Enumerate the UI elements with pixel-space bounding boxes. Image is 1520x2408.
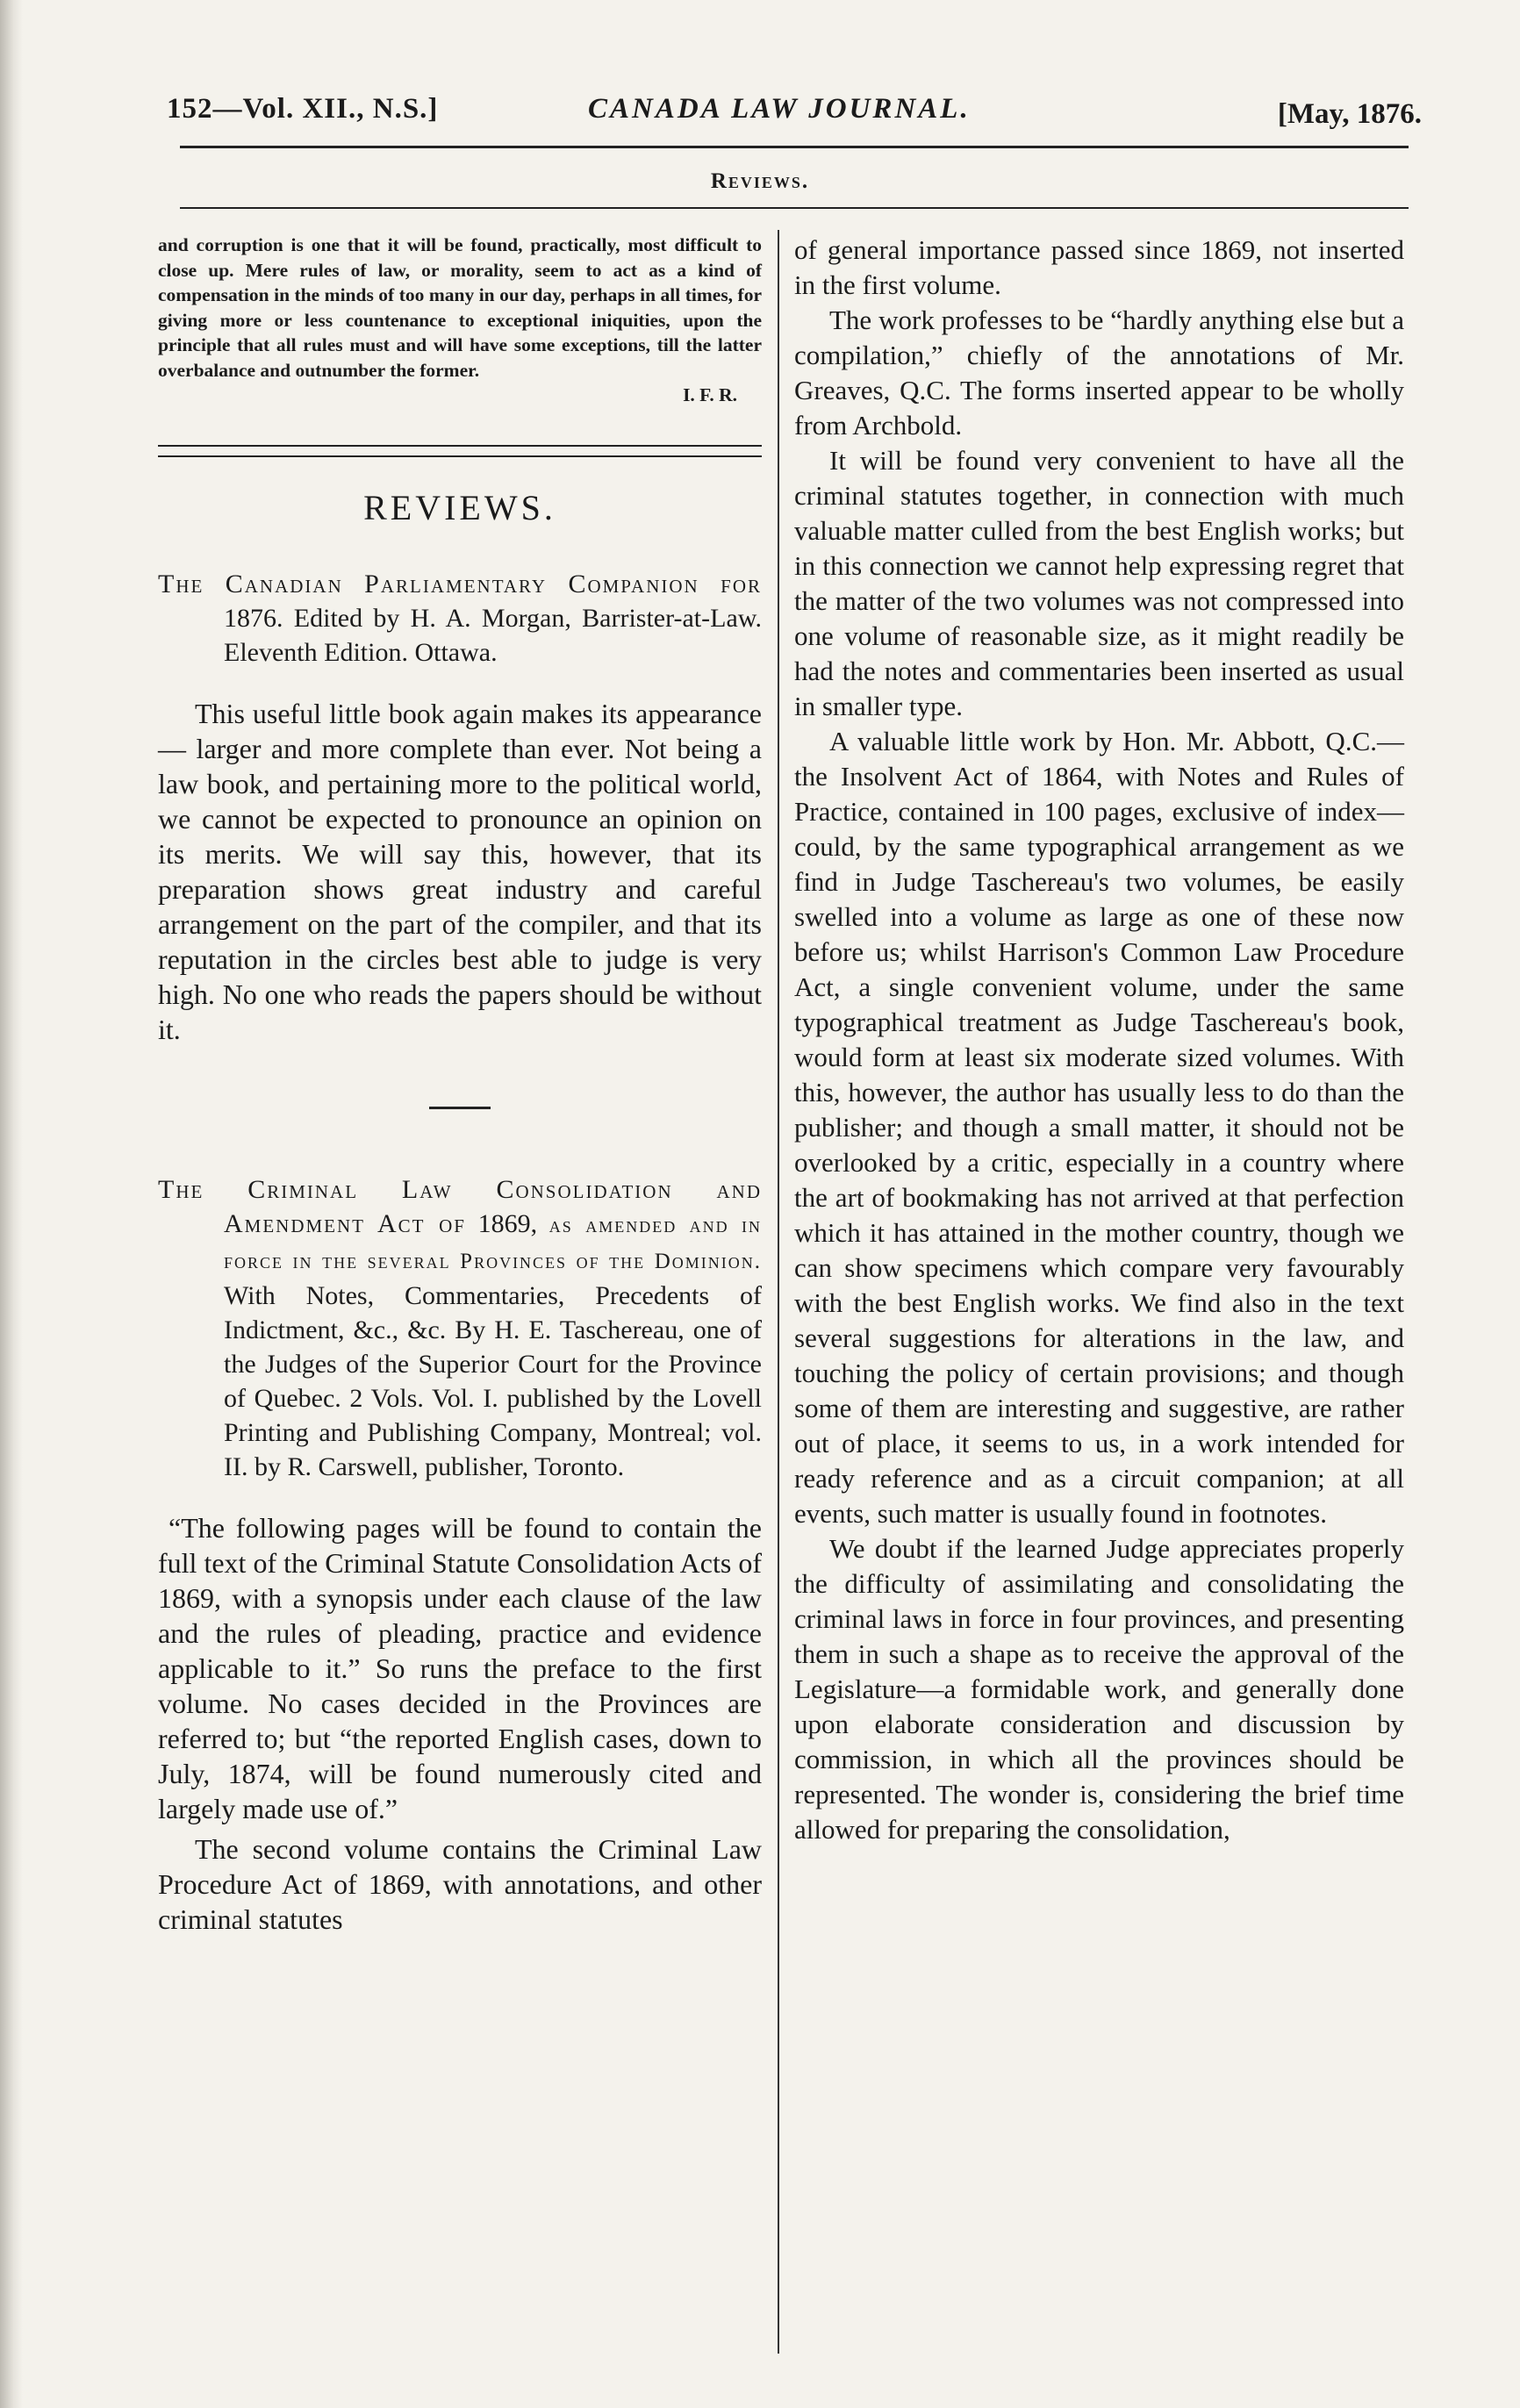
section-rule bbox=[180, 207, 1409, 209]
review-title-smallcaps-2: as amended and in force in the several Provinces of the Dominion. bbox=[224, 1213, 762, 1273]
review-body-paragraph: The work professes to be “hardly anything else but a compilation,” chiefly of the annotations of Mr. Greaves, Q.C. The forms inserted appear to be wholly from Archbold. bbox=[794, 305, 1404, 441]
review-body-paragraph: It will be found very convenient to have all the criminal statutes together, in connection with much valuable matter culled from the best English works; but in this connection we cannot help expressing regret that the matter of the two volumes was not compressed into one volume of reasonable size, as it might readily be had the notes and commentaries been inserted as usual in smaller type. bbox=[794, 445, 1404, 721]
section-heading: Reviews. bbox=[710, 169, 810, 193]
review-body-paragraph: A valuable little work by Hon. Mr. Abbott, Q.C.—the Insolvent Act of 1864, with Notes and Rules of Practice, contained in 100 pages, exclusive of index—could, by the same typographical arrangement as we find in Judge Taschereau's two volumes, be easily swelled into a volume as large as one of these now before us; whilst Harrison's Common Law Procedure Act, a single convenient volume, under the same typographical treatment as Judge Taschereau's book, would form at least six moderate sized volumes. With this, however, the author has usually less to do than the publisher; and though a small matter, it should not be overlooked by a critic, especially in a country where the art of bookmaking has not arrived at that perfection which it has attained in the mother country, though we can show specimens which compare very favourably with the best English works. We find also in the text several suggestions for alterations in the law, and touching the policy of certain provisions; and though some of them are interesting and suggestive, are rather out of place, it seems to us, in a work intended for ready reference and as a circuit companion; at all events, such matter is usually found in footnotes. bbox=[794, 726, 1404, 1529]
review-body-parliamentary-companion: This useful little book again makes its appearance — larger and more complete than ever. Not being a law book, and pertaining more to the political world, we cannot be expected to pronounce an opinion on its merits. We will say this, however, that its preparation shows great industry and careful arrangement on the part of the compiler, and that its reputation in the circles best able to judge is very high. No one who reads the papers should be without it. bbox=[158, 697, 762, 1045]
review-title-smallcaps: The Criminal Law Consolidation and Amendment Act of bbox=[158, 1174, 762, 1238]
review-title-year: 1869, bbox=[465, 1208, 549, 1238]
review-body-paragraph: The second volume contains the Criminal Law Procedure Act of 1869, with annotations, and other criminal statutes bbox=[158, 1832, 762, 1935]
review-title-details: With Notes, Commentaries, Precedents of Indictment, &c., &c. By H. E. Taschereau, one of the Judges of the Superior Court for the Province of Quebec. 2 Vols. Vol. I. published by the Lovell Printing and Publishing Company, Montreal; vol. II. by R. Carswell, publisher, Toronto. bbox=[224, 1280, 762, 1481]
review-body-paragraph: of general importance passed since 1869, not inserted in the first volume. bbox=[794, 234, 1404, 300]
author-signature: I. F. R. bbox=[683, 384, 737, 405]
header-rule bbox=[180, 146, 1409, 148]
running-head bbox=[167, 86, 1422, 135]
scanned-page-edge bbox=[0, 0, 23, 2408]
short-divider bbox=[429, 1107, 491, 1109]
review-title-smallcaps: The Canadian Parliamentary Companion for bbox=[158, 569, 762, 598]
volume-number: 152—Vol. XII., N.S.] bbox=[167, 93, 439, 125]
issue-date: [May, 1876. bbox=[1277, 98, 1422, 130]
reviews-title: REVIEWS. bbox=[363, 487, 556, 527]
column-divider bbox=[778, 230, 779, 2354]
carryover-paragraph: and corruption is one that it will be found, practically, most difficult to close up. Mere rules of law, or morality, seem to act as a kind of compensation in the minds of too many in our day, perhaps in all times, for giving more or less countenance to exceptional iniquities, upon the principle that all rules must and will have some exceptions, till the latter overbalance and outnumber the former. bbox=[158, 234, 762, 381]
review-heading-criminal-law bbox=[158, 1172, 762, 1484]
double-rule bbox=[158, 445, 762, 457]
review-title-details: 1876. Edited by H. A. Morgan, Barrister-at-Law. Eleventh Edition. Ottawa. bbox=[224, 603, 762, 667]
left-column bbox=[158, 233, 762, 1942]
review-heading-parliamentary-companion bbox=[158, 567, 762, 670]
journal-title: CANADA LAW JOURNAL. bbox=[588, 93, 971, 125]
right-column bbox=[794, 233, 1404, 1847]
review-body-paragraph: “The following pages will be found to contain the full text of the Criminal Statute Consolidation Acts of 1869, with a synopsis under each clause of the law and the rules of pleading, practice and evidence applicable to it.” So runs the preface to the first volume. No cases decided in the Provinces are referred to; but “the reported English cases, down to July, 1874, will be found numerously cited and largely made use of.” bbox=[158, 1511, 762, 1824]
review-body-paragraph: We doubt if the learned Judge appreciates properly the difficulty of assimilating and consolidating the criminal laws in force in four provinces, and presenting them in such a shape as to receive the approval of the Legislature—a formidable work, and generally done upon elaborate consideration and discussion by commission, in which all the provinces should be represented. The wonder is, considering the brief time allowed for preparing the consolidation, bbox=[794, 1533, 1404, 1845]
